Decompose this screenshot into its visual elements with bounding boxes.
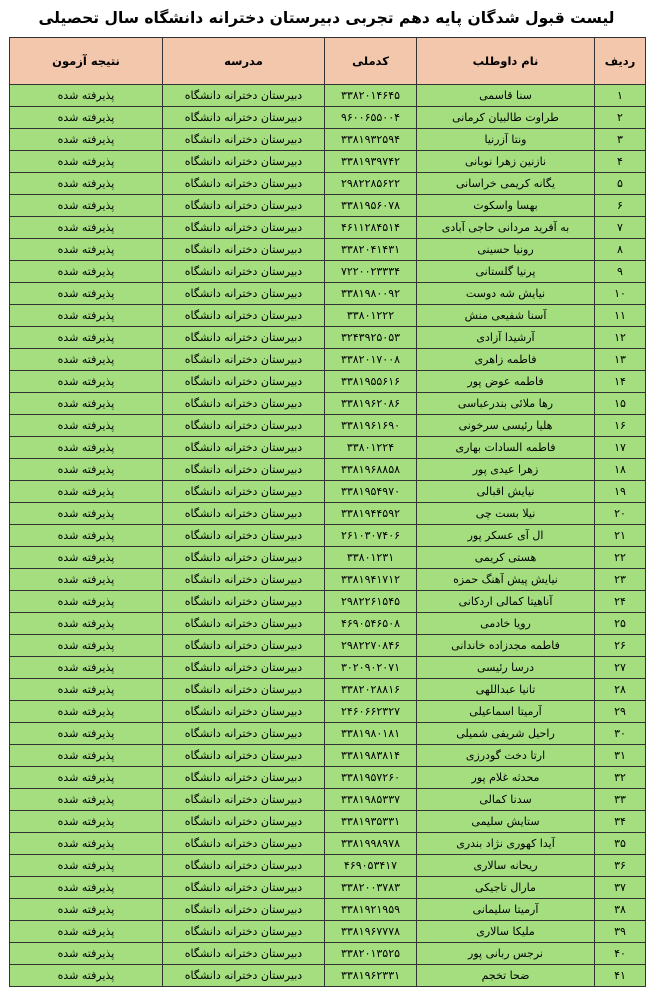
cell-name: به آفرید مردانی حاجی آبادی	[417, 217, 595, 239]
cell-school: دبیرستان دخترانه دانشگاه	[163, 283, 325, 305]
cell-school: دبیرستان دخترانه دانشگاه	[163, 173, 325, 195]
cell-name: نیایش اقبالی	[417, 481, 595, 503]
cell-row-number: ۶	[595, 195, 646, 217]
cell-name: فاطمه زاهری	[417, 349, 595, 371]
cell-national-code: ۲۴۶۰۶۶۲۳۲۷	[325, 701, 417, 723]
cell-result: پذیرفته شده	[10, 195, 163, 217]
cell-row-number: ۲۰	[595, 503, 646, 525]
cell-school: دبیرستان دخترانه دانشگاه	[163, 195, 325, 217]
cell-national-code: ۳۳۸۲۰۴۱۴۳۱	[325, 239, 417, 261]
cell-row-number: ۱	[595, 85, 646, 107]
cell-national-code: ۳۳۸۱۹۳۲۵۹۴	[325, 129, 417, 151]
cell-result: پذیرفته شده	[10, 107, 163, 129]
cell-row-number: ۲۹	[595, 701, 646, 723]
cell-row-number: ۲	[595, 107, 646, 129]
cell-school: دبیرستان دخترانه دانشگاه	[163, 327, 325, 349]
table-row	[10, 701, 646, 723]
cell-name: طراوت طالبیان کرمانی	[417, 107, 595, 129]
header-result: نتیجه آزمون	[10, 38, 163, 85]
cell-school: دبیرستان دخترانه دانشگاه	[163, 833, 325, 855]
cell-school: دبیرستان دخترانه دانشگاه	[163, 393, 325, 415]
cell-national-code: ۳۳۸۱۹۲۱۹۵۹	[325, 899, 417, 921]
cell-name: رونیا حسینی	[417, 239, 595, 261]
cell-school: دبیرستان دخترانه دانشگاه	[163, 811, 325, 833]
cell-result: پذیرفته شده	[10, 239, 163, 261]
cell-row-number: ۳۰	[595, 723, 646, 745]
cell-result: پذیرفته شده	[10, 173, 163, 195]
cell-result: پذیرفته شده	[10, 965, 163, 987]
table-row	[10, 547, 646, 569]
cell-result: پذیرفته شده	[10, 151, 163, 173]
table-row	[10, 899, 646, 921]
cell-school: دبیرستان دخترانه دانشگاه	[163, 965, 325, 987]
cell-national-code: ۳۳۸۱۹۸۵۳۳۷	[325, 789, 417, 811]
cell-row-number: ۳	[595, 129, 646, 151]
cell-row-number: ۳۵	[595, 833, 646, 855]
cell-name: زهرا عیدی پور	[417, 459, 595, 481]
cell-result: پذیرفته شده	[10, 657, 163, 679]
cell-name: هستی کریمی	[417, 547, 595, 569]
cell-row-number: ۳۹	[595, 921, 646, 943]
cell-national-code: ۳۳۸۲۰۱۴۶۴۵	[325, 85, 417, 107]
cell-row-number: ۱۱	[595, 305, 646, 327]
cell-name: درسا رئیسی	[417, 657, 595, 679]
table-row	[10, 657, 646, 679]
cell-row-number: ۱۸	[595, 459, 646, 481]
cell-row-number: ۸	[595, 239, 646, 261]
header-school: مدرسه	[163, 38, 325, 85]
cell-national-code: ۲۹۸۲۲۶۱۵۴۵	[325, 591, 417, 613]
cell-name: ارتا دخت گودرزی	[417, 745, 595, 767]
cell-national-code: ۳۳۸۱۹۴۱۷۱۲	[325, 569, 417, 591]
cell-row-number: ۹	[595, 261, 646, 283]
cell-name: آیدا کهوری نژاد بندری	[417, 833, 595, 855]
table-row	[10, 789, 646, 811]
cell-national-code: ۳۳۸۱۹۵۴۹۷۰	[325, 481, 417, 503]
cell-name: فاطمه السادات بهاری	[417, 437, 595, 459]
cell-school: دبیرستان دخترانه دانشگاه	[163, 151, 325, 173]
cell-row-number: ۳۶	[595, 855, 646, 877]
table-row	[10, 459, 646, 481]
cell-result: پذیرفته شده	[10, 943, 163, 965]
table-row	[10, 371, 646, 393]
cell-name: سدنا کمالی	[417, 789, 595, 811]
cell-result: پذیرفته شده	[10, 679, 163, 701]
table-row	[10, 855, 646, 877]
cell-row-number: ۵	[595, 173, 646, 195]
cell-row-number: ۳۳	[595, 789, 646, 811]
cell-school: دبیرستان دخترانه دانشگاه	[163, 591, 325, 613]
cell-name: فاطمه عوض پور	[417, 371, 595, 393]
cell-national-code: ۳۳۸۱۹۳۹۷۴۲	[325, 151, 417, 173]
table-row	[10, 283, 646, 305]
cell-row-number: ۲۶	[595, 635, 646, 657]
cell-row-number: ۴۱	[595, 965, 646, 987]
cell-name: ریحانه سالاری	[417, 855, 595, 877]
header-row-number: ردیف	[595, 38, 646, 85]
cell-name: آسنا شفیعی منش	[417, 305, 595, 327]
cell-national-code: ۳۳۸۰۱۲۲۴	[325, 437, 417, 459]
cell-row-number: ۲۷	[595, 657, 646, 679]
cell-school: دبیرستان دخترانه دانشگاه	[163, 217, 325, 239]
cell-row-number: ۴	[595, 151, 646, 173]
cell-national-code: ۳۳۸۱۹۸۰۰۹۲	[325, 283, 417, 305]
cell-name: رویا خادمی	[417, 613, 595, 635]
cell-name: آرمیتا سلیمانی	[417, 899, 595, 921]
cell-result: پذیرفته شده	[10, 371, 163, 393]
table-row	[10, 261, 646, 283]
table-row	[10, 569, 646, 591]
cell-result: پذیرفته شده	[10, 481, 163, 503]
cell-national-code: ۴۶۹۰۵۳۴۱۷	[325, 855, 417, 877]
cell-row-number: ۱۲	[595, 327, 646, 349]
cell-name: بهسا واسکوت	[417, 195, 595, 217]
cell-result: پذیرفته شده	[10, 129, 163, 151]
table-row	[10, 85, 646, 107]
cell-result: پذیرفته شده	[10, 503, 163, 525]
table-row	[10, 811, 646, 833]
table-row	[10, 349, 646, 371]
cell-school: دبیرستان دخترانه دانشگاه	[163, 85, 325, 107]
table-row	[10, 503, 646, 525]
cell-school: دبیرستان دخترانه دانشگاه	[163, 261, 325, 283]
cell-result: پذیرفته شده	[10, 415, 163, 437]
cell-school: دبیرستان دخترانه دانشگاه	[163, 635, 325, 657]
cell-name: نیلا بست چی	[417, 503, 595, 525]
header-name: نام داوطلب	[417, 38, 595, 85]
cell-result: پذیرفته شده	[10, 921, 163, 943]
cell-result: پذیرفته شده	[10, 767, 163, 789]
cell-national-code: ۳۳۸۱۹۶۲۰۸۶	[325, 393, 417, 415]
cell-school: دبیرستان دخترانه دانشگاه	[163, 613, 325, 635]
cell-result: پذیرفته شده	[10, 877, 163, 899]
cell-national-code: ۴۶۹۰۵۴۶۵۰۸	[325, 613, 417, 635]
table-row	[10, 173, 646, 195]
cell-result: پذیرفته شده	[10, 591, 163, 613]
cell-row-number: ۷	[595, 217, 646, 239]
cell-result: پذیرفته شده	[10, 899, 163, 921]
cell-result: پذیرفته شده	[10, 459, 163, 481]
cell-name: نازنین زهرا نوبانی	[417, 151, 595, 173]
table-row	[10, 151, 646, 173]
cell-row-number: ۱۶	[595, 415, 646, 437]
cell-national-code: ۳۳۸۱۹۴۴۵۹۲	[325, 503, 417, 525]
cell-school: دبیرستان دخترانه دانشگاه	[163, 745, 325, 767]
cell-national-code: ۲۹۸۲۲۸۵۶۲۲	[325, 173, 417, 195]
table-row	[10, 415, 646, 437]
cell-row-number: ۱۷	[595, 437, 646, 459]
table-row	[10, 767, 646, 789]
cell-school: دبیرستان دخترانه دانشگاه	[163, 371, 325, 393]
cell-result: پذیرفته شده	[10, 569, 163, 591]
cell-school: دبیرستان دخترانه دانشگاه	[163, 459, 325, 481]
cell-national-code: ۳۳۸۱۹۵۷۲۶۰	[325, 767, 417, 789]
cell-result: پذیرفته شده	[10, 85, 163, 107]
cell-name: آرشیدا آزادی	[417, 327, 595, 349]
table-row	[10, 195, 646, 217]
table-row	[10, 591, 646, 613]
cell-school: دبیرستان دخترانه دانشگاه	[163, 921, 325, 943]
cell-result: پذیرفته شده	[10, 811, 163, 833]
cell-school: دبیرستان دخترانه دانشگاه	[163, 767, 325, 789]
table-body	[10, 85, 646, 987]
cell-result: پذیرفته شده	[10, 723, 163, 745]
table-row	[10, 635, 646, 657]
cell-national-code: ۳۳۸۱۹۹۸۹۷۸	[325, 833, 417, 855]
cell-school: دبیرستان دخترانه دانشگاه	[163, 107, 325, 129]
table-row	[10, 393, 646, 415]
cell-row-number: ۱۰	[595, 283, 646, 305]
cell-row-number: ۳۱	[595, 745, 646, 767]
cell-row-number: ۲۵	[595, 613, 646, 635]
table-row	[10, 129, 646, 151]
cell-result: پذیرفته شده	[10, 855, 163, 877]
table-row	[10, 239, 646, 261]
cell-school: دبیرستان دخترانه دانشگاه	[163, 723, 325, 745]
cell-school: دبیرستان دخترانه دانشگاه	[163, 679, 325, 701]
cell-school: دبیرستان دخترانه دانشگاه	[163, 943, 325, 965]
cell-national-code: ۲۹۸۲۲۷۰۸۴۶	[325, 635, 417, 657]
table-header-row	[10, 38, 646, 85]
cell-national-code: ۳۳۸۱۹۸۰۱۸۱	[325, 723, 417, 745]
cell-row-number: ۱۵	[595, 393, 646, 415]
cell-name: تانیا عبداللهی	[417, 679, 595, 701]
cell-school: دبیرستان دخترانه دانشگاه	[163, 569, 325, 591]
cell-school: دبیرستان دخترانه دانشگاه	[163, 657, 325, 679]
cell-national-code: ۴۶۱۱۲۸۴۵۱۴	[325, 217, 417, 239]
cell-school: دبیرستان دخترانه دانشگاه	[163, 789, 325, 811]
cell-result: پذیرفته شده	[10, 613, 163, 635]
table-row	[10, 877, 646, 899]
cell-name: سنا قاسمی	[417, 85, 595, 107]
cell-national-code: ۳۳۸۱۹۶۱۶۹۰	[325, 415, 417, 437]
cell-result: پذیرفته شده	[10, 437, 163, 459]
cell-school: دبیرستان دخترانه دانشگاه	[163, 899, 325, 921]
cell-name: رها ملائی بندرعباسی	[417, 393, 595, 415]
cell-row-number: ۲۴	[595, 591, 646, 613]
table-row	[10, 305, 646, 327]
cell-result: پذیرفته شده	[10, 305, 163, 327]
cell-national-code: ۳۳۸۱۹۶۸۸۵۸	[325, 459, 417, 481]
cell-school: دبیرستان دخترانه دانشگاه	[163, 877, 325, 899]
cell-row-number: ۲۱	[595, 525, 646, 547]
cell-name: نیایش پیش آهنگ حمزه	[417, 569, 595, 591]
cell-name: پرنیا گلستانی	[417, 261, 595, 283]
cell-result: پذیرفته شده	[10, 547, 163, 569]
cell-national-code: ۳۳۸۲۰۱۳۵۲۵	[325, 943, 417, 965]
table-row	[10, 833, 646, 855]
cell-school: دبیرستان دخترانه دانشگاه	[163, 525, 325, 547]
cell-result: پذیرفته شده	[10, 327, 163, 349]
cell-result: پذیرفته شده	[10, 349, 163, 371]
cell-national-code: ۳۳۸۲۰۰۳۷۸۳	[325, 877, 417, 899]
cell-school: دبیرستان دخترانه دانشگاه	[163, 855, 325, 877]
table-row	[10, 921, 646, 943]
cell-row-number: ۲۲	[595, 547, 646, 569]
cell-school: دبیرستان دخترانه دانشگاه	[163, 415, 325, 437]
cell-result: پذیرفته شده	[10, 745, 163, 767]
cell-name: آرمیتا اسماعیلی	[417, 701, 595, 723]
cell-result: پذیرفته شده	[10, 283, 163, 305]
table-row	[10, 327, 646, 349]
cell-name: ال آی عسکر پور	[417, 525, 595, 547]
cell-name: محدثه غلام پور	[417, 767, 595, 789]
cell-name: راحیل شریفی شمیلی	[417, 723, 595, 745]
cell-national-code: ۳۳۸۱۹۳۵۳۳۱	[325, 811, 417, 833]
table-row	[10, 481, 646, 503]
cell-result: پذیرفته شده	[10, 217, 163, 239]
cell-school: دبیرستان دخترانه دانشگاه	[163, 701, 325, 723]
page-title: لیست قبول شدگان پایه دهم تجربی دبیرستان دخترانه دانشگاه سال تحصیلی	[38, 9, 615, 27]
results-table	[9, 37, 646, 987]
cell-school: دبیرستان دخترانه دانشگاه	[163, 503, 325, 525]
cell-national-code: ۳۳۸۲۰۲۸۸۱۶	[325, 679, 417, 701]
cell-national-code: ۳۳۸۱۹۵۵۶۱۶	[325, 371, 417, 393]
cell-row-number: ۱۴	[595, 371, 646, 393]
cell-name: یگانه کریمی خراسانی	[417, 173, 595, 195]
table-row	[10, 437, 646, 459]
cell-national-code: ۳۳۸۱۹۶۷۷۷۸	[325, 921, 417, 943]
table-row	[10, 107, 646, 129]
cell-row-number: ۲۸	[595, 679, 646, 701]
table-row	[10, 613, 646, 635]
cell-national-code: ۳۰۲۰۹۰۲۰۷۱	[325, 657, 417, 679]
cell-school: دبیرستان دخترانه دانشگاه	[163, 437, 325, 459]
cell-row-number: ۲۳	[595, 569, 646, 591]
cell-name: فاطمه مجدزاده خاندانی	[417, 635, 595, 657]
table-row	[10, 217, 646, 239]
table-row	[10, 723, 646, 745]
cell-result: پذیرفته شده	[10, 701, 163, 723]
cell-school: دبیرستان دخترانه دانشگاه	[163, 129, 325, 151]
cell-national-code: ۲۶۱۰۳۰۷۴۰۶	[325, 525, 417, 547]
cell-school: دبیرستان دخترانه دانشگاه	[163, 305, 325, 327]
cell-result: پذیرفته شده	[10, 261, 163, 283]
cell-name: مارال تاجیکی	[417, 877, 595, 899]
cell-national-code: ۳۲۴۳۹۲۵۰۵۳	[325, 327, 417, 349]
cell-national-code: ۳۳۸۰۱۲۳۱	[325, 547, 417, 569]
cell-name: ملیکا سالاری	[417, 921, 595, 943]
cell-name: ونتا آزرنیا	[417, 129, 595, 151]
cell-school: دبیرستان دخترانه دانشگاه	[163, 239, 325, 261]
cell-result: پذیرفته شده	[10, 635, 163, 657]
cell-name: نیایش شه دوست	[417, 283, 595, 305]
cell-national-code: ۳۳۸۰۱۲۲۲	[325, 305, 417, 327]
cell-school: دبیرستان دخترانه دانشگاه	[163, 349, 325, 371]
cell-result: پذیرفته شده	[10, 393, 163, 415]
cell-national-code: ۳۳۸۱۹۵۶۰۷۸	[325, 195, 417, 217]
table-row	[10, 745, 646, 767]
cell-name: نرجس ربانی پور	[417, 943, 595, 965]
cell-result: پذیرفته شده	[10, 833, 163, 855]
cell-row-number: ۳۴	[595, 811, 646, 833]
cell-school: دبیرستان دخترانه دانشگاه	[163, 481, 325, 503]
cell-row-number: ۳۷	[595, 877, 646, 899]
cell-row-number: ۴۰	[595, 943, 646, 965]
cell-national-code: ۹۶۰۰۶۵۵۰۰۴	[325, 107, 417, 129]
cell-national-code: ۳۳۸۲۰۱۷۰۰۸	[325, 349, 417, 371]
header-national-code: کدملی	[325, 38, 417, 85]
table-row	[10, 943, 646, 965]
cell-result: پذیرفته شده	[10, 525, 163, 547]
cell-name: آناهیتا کمالی اردکانی	[417, 591, 595, 613]
cell-result: پذیرفته شده	[10, 789, 163, 811]
cell-name: ضحا تخجم	[417, 965, 595, 987]
cell-row-number: ۱۳	[595, 349, 646, 371]
cell-school: دبیرستان دخترانه دانشگاه	[163, 547, 325, 569]
cell-row-number: ۱۹	[595, 481, 646, 503]
cell-name: هلیا رئیسی سرخونی	[417, 415, 595, 437]
table-row	[10, 965, 646, 987]
cell-national-code: ۳۳۸۱۹۸۳۸۱۴	[325, 745, 417, 767]
cell-row-number: ۳۲	[595, 767, 646, 789]
cell-national-code: ۳۳۸۱۹۶۲۳۳۱	[325, 965, 417, 987]
cell-national-code: ۷۲۲۰۰۲۳۳۳۴	[325, 261, 417, 283]
cell-name: ستایش سلیمی	[417, 811, 595, 833]
table-row	[10, 679, 646, 701]
cell-row-number: ۳۸	[595, 899, 646, 921]
table-row	[10, 525, 646, 547]
